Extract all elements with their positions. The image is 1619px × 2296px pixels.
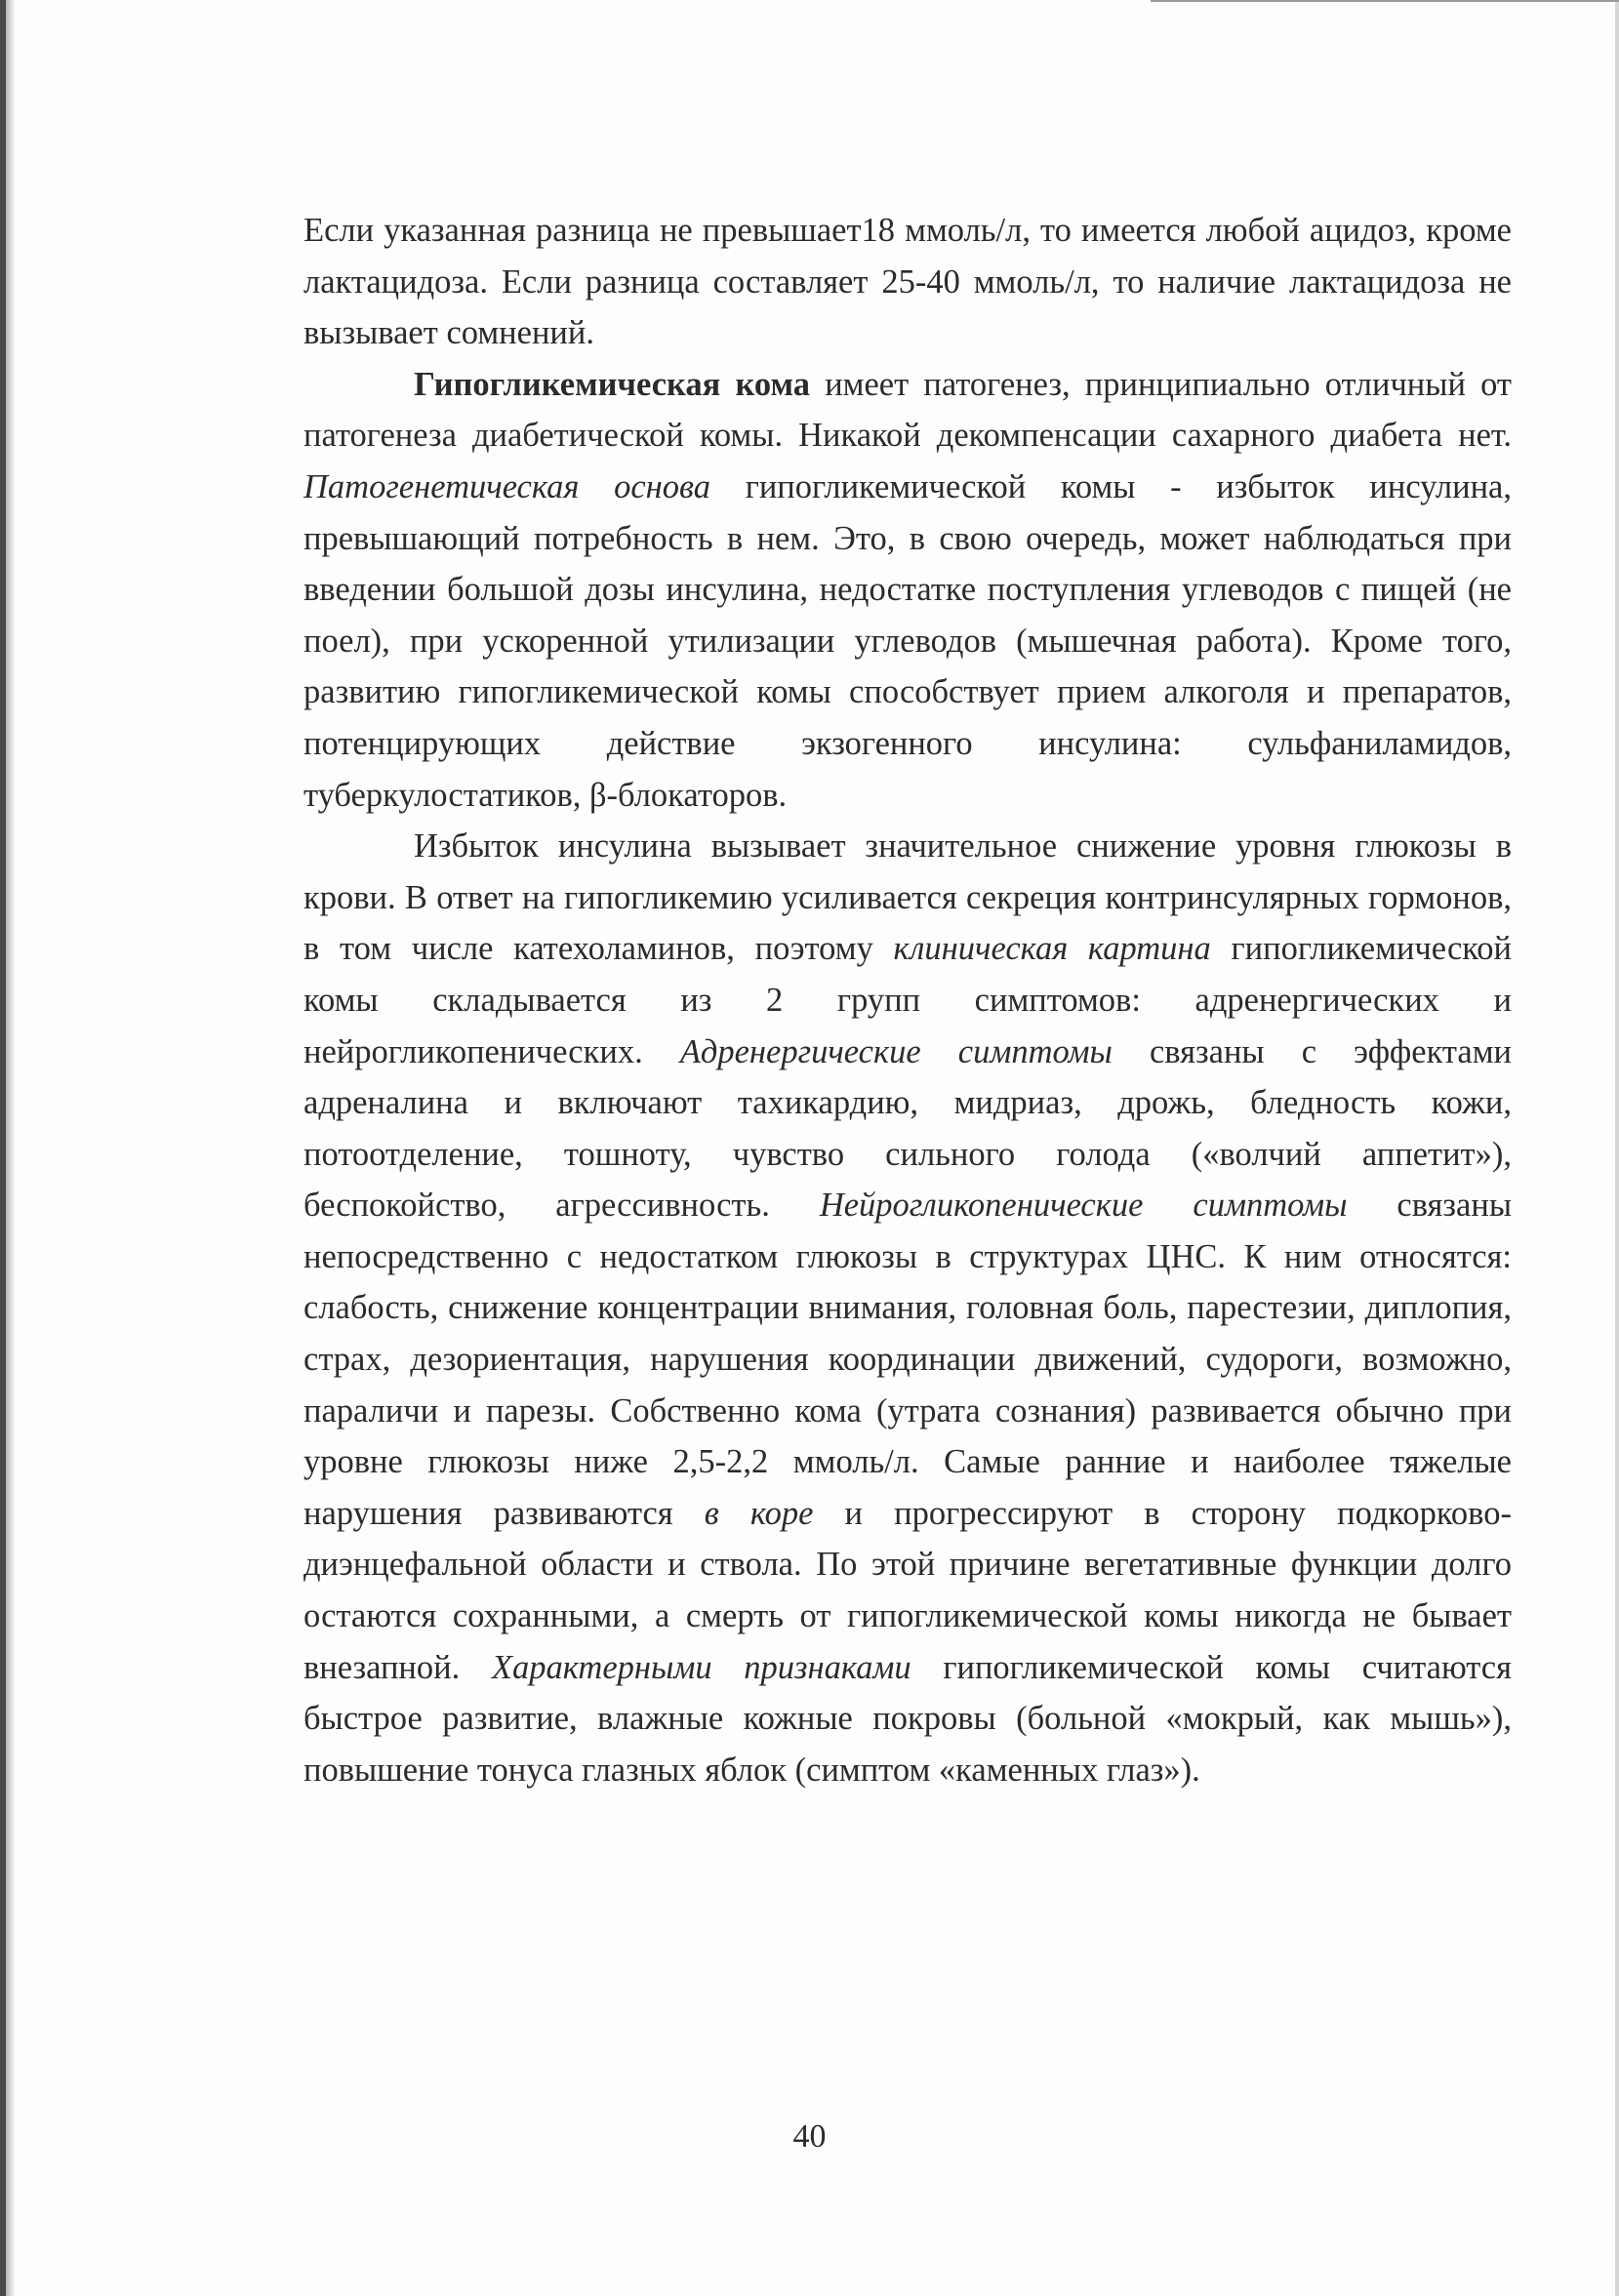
text-run: имеет патогенез, принципиально отличный от патогенеза диабетической комы. Никакой декомпенсации сахарного диабета нет. xyxy=(304,365,1512,455)
text-run: гипогликемической комы - избыток инсулина, превышающий потребность в нем. Это, в свою очередь, может наблюдаться при введении большой дозы инсулина, недостатке поступления углеводов с пищей (не поел), при ускоренной утилизации углеводов (мышечная работа). Кроме того, развитию гипогликемической комы способствует прием алкоголя и препаратов, потенцирующих действие экзогенного инсулина: сульфаниламидов, туберкулостатиков, β-блокаторов. xyxy=(304,467,1512,814)
text-run: и прогрессируют в сторону подкорково-диэнцефальной области и ствола. По этой причине вегетативные функции долго остаются сохранными, а смерть от гипогликемической комы никогда не бывает внезапной. xyxy=(304,1494,1512,1686)
term-clinical-picture: клиническая картина xyxy=(893,930,1211,968)
term-characteristic-signs: Характерными признаками xyxy=(491,1648,911,1686)
paragraph-lactic-acidosis: Если указанная разница не превышает18 ммоль/л, то имеется любой ацидоз, кроме лактацидоза. Если разница составляет 25-40 ммоль/л, то наличие лактацидоза не вызывает сомнений. xyxy=(304,212,1512,352)
scan-top-line xyxy=(1151,0,1619,2)
text-run: гипогликемической комы считаются быстрое развитие, влажные кожные покровы (больной «мокрый, как мышь»), повышение тонуса глазных яблок (симптом «каменных глаз»). xyxy=(304,1648,1512,1789)
text-run: связаны непосредственно с недостатком глюкозы в структурах ЦНС. К ним относятся: слабость, снижение концентрации внимания, головная боль, парестезии, диплопия, страх, дезориентация, нарушения координации движений, судороги, возможно, параличи и парезы. Собственно кома (утрата сознания) развивается обычно при уровне глюкозы ниже 2,5-2,2 ммоль/л. Самые ранние и наиболее тяжелые нарушения развиваются xyxy=(304,1187,1513,1532)
body-text xyxy=(304,205,1512,1795)
scan-edge-gradient xyxy=(6,0,16,2296)
paragraph-hypoglycemic-coma-pathogenesis xyxy=(304,359,1512,821)
term-pathogenetic-basis: Патогенетическая основа xyxy=(304,467,711,505)
term-adrenergic-symptoms: Адренергические симптомы xyxy=(679,1032,1113,1070)
text-run: связаны с эффектами адреналина и включают тахикардию, мидриаз, дрожь, бледность кожи, потоотделение, тошноту, чувство сильного голода («волчий аппетит»), беспокойство, агрессивность. xyxy=(304,1032,1513,1225)
term-in-cortex: в коре xyxy=(704,1494,814,1532)
term-hypoglycemic-coma: Гипогликемическая кома xyxy=(414,365,810,403)
text-run: Избыток инсулина вызывает значительное снижение уровня глюкозы в крови. В ответ на гипогликемию усиливается секреция контринсулярных гормонов, в том числе катехоламинов, поэтому xyxy=(304,827,1512,968)
scan-edge-right xyxy=(1615,0,1619,2296)
term-neuroglycopenic-symptoms: Нейрогликопенические симптомы xyxy=(819,1187,1348,1225)
text-run: гипогликемической комы складывается из 2 групп симптомов: адренергических и нейрогликопенических. xyxy=(304,930,1512,1070)
paragraph-clinical-picture xyxy=(304,821,1512,1795)
page-number: 40 xyxy=(792,2118,827,2155)
